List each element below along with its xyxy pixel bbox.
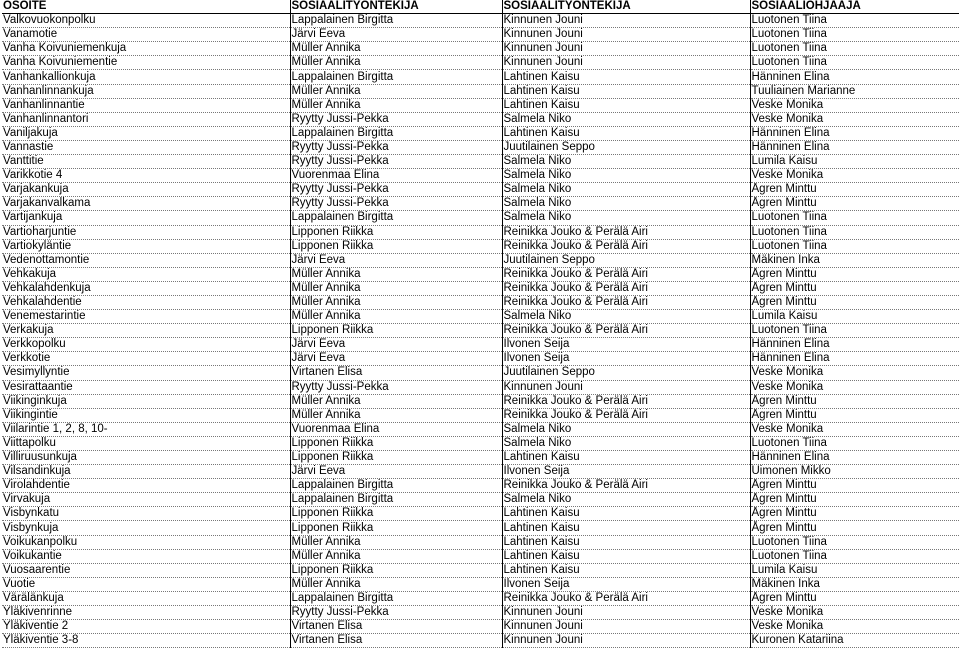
cell-social-worker-2: Kinnunen Jouni xyxy=(502,14,750,28)
cell-social-worker-2: Juutilainen Seppo xyxy=(502,253,750,267)
cell-address: Varikkotie 4 xyxy=(2,169,290,183)
cell-social-worker-1: Müller Annika xyxy=(290,98,502,112)
cell-social-counselor: Luotonen Tiina xyxy=(750,42,959,56)
cell-social-counselor: Veske Monika xyxy=(750,112,959,126)
cell-address: Varjakanvalkama xyxy=(2,197,290,211)
cell-address: Vuotie xyxy=(2,577,290,591)
cell-social-worker-2: Kinnunen Jouni xyxy=(502,380,750,394)
table-row xyxy=(2,295,959,309)
table-row xyxy=(2,563,959,577)
cell-social-worker-1: Müller Annika xyxy=(290,577,502,591)
cell-social-counselor: Veske Monika xyxy=(750,98,959,112)
cell-social-worker-1: Lappalainen Birgitta xyxy=(290,211,502,225)
cell-social-counselor: Lumila Kaisu xyxy=(750,310,959,324)
cell-social-worker-2: Kinnunen Jouni xyxy=(502,634,750,648)
cell-social-worker-1: Lipponen Riikka xyxy=(290,225,502,239)
cell-social-worker-2: Kinnunen Jouni xyxy=(502,56,750,70)
cell-social-worker-2: Salmela Niko xyxy=(502,169,750,183)
header-social-worker-2: SOSIAALITYÖNTEKIJÄ xyxy=(502,0,750,14)
cell-social-worker-2: Ilvonen Seija xyxy=(502,465,750,479)
cell-social-counselor: Ågren Minttu xyxy=(750,281,959,295)
table-row xyxy=(2,253,959,267)
cell-address: Viittapolku xyxy=(2,436,290,450)
table-row xyxy=(2,408,959,422)
cell-social-counselor: Luotonen Tiina xyxy=(750,324,959,338)
table-row xyxy=(2,112,959,126)
cell-address: Vesimyllyntie xyxy=(2,366,290,380)
table-row xyxy=(2,521,959,535)
cell-social-worker-2: Lahtinen Kaisu xyxy=(502,70,750,84)
cell-social-counselor: Hänninen Elina xyxy=(750,338,959,352)
cell-social-worker-2: Kinnunen Jouni xyxy=(502,42,750,56)
cell-social-worker-2: Ilvonen Seija xyxy=(502,352,750,366)
cell-social-counselor: Ågren Minttu xyxy=(750,591,959,605)
cell-social-counselor: Kuronen Katariina xyxy=(750,634,959,648)
table-row xyxy=(2,28,959,42)
cell-social-counselor: Uimonen Mikko xyxy=(750,465,959,479)
cell-address: Visbynkatu xyxy=(2,507,290,521)
cell-social-worker-1: Vuorenmaa Elina xyxy=(290,169,502,183)
table-row xyxy=(2,267,959,281)
cell-social-worker-1: Järvi Eeva xyxy=(290,338,502,352)
cell-social-worker-2: Lahtinen Kaisu xyxy=(502,549,750,563)
cell-address: Vanttitie xyxy=(2,155,290,169)
table-row xyxy=(2,70,959,84)
table-row xyxy=(2,183,959,197)
cell-social-counselor: Luotonen Tiina xyxy=(750,211,959,225)
cell-social-worker-1: Lipponen Riikka xyxy=(290,563,502,577)
table-row xyxy=(2,225,959,239)
header-social-worker-1: SOSIAALITYÖNTEKIJÄ xyxy=(290,0,502,14)
cell-address: Virolahdentie xyxy=(2,479,290,493)
cell-social-worker-1: Ryytty Jussi-Pekka xyxy=(290,112,502,126)
table-row xyxy=(2,380,959,394)
cell-social-worker-1: Ryytty Jussi-Pekka xyxy=(290,606,502,620)
table-row xyxy=(2,422,959,436)
cell-address: Vuosaarentie xyxy=(2,563,290,577)
cell-social-worker-2: Lahtinen Kaisu xyxy=(502,507,750,521)
cell-address: Yläkivenrinne xyxy=(2,606,290,620)
cell-social-counselor: Mäkinen Inka xyxy=(750,577,959,591)
cell-social-counselor: Luotonen Tiina xyxy=(750,436,959,450)
cell-social-worker-2: Lahtinen Kaisu xyxy=(502,84,750,98)
cell-social-counselor: Lumila Kaisu xyxy=(750,563,959,577)
table-row xyxy=(2,465,959,479)
cell-social-worker-1: Müller Annika xyxy=(290,42,502,56)
header-social-counselor: SOSIAALIOHJAAJA xyxy=(750,0,959,14)
cell-social-worker-1: Lappalainen Birgitta xyxy=(290,126,502,140)
cell-social-worker-1: Lipponen Riikka xyxy=(290,507,502,521)
table-row xyxy=(2,620,959,634)
header-row xyxy=(2,0,959,14)
table-row xyxy=(2,310,959,324)
cell-social-counselor: Ågren Minttu xyxy=(750,267,959,281)
header-address: OSOITE xyxy=(2,0,290,14)
table-row xyxy=(2,479,959,493)
table-row xyxy=(2,634,959,648)
cell-address: Vehkalahdenkuja xyxy=(2,281,290,295)
table-row xyxy=(2,507,959,521)
cell-address: Villiruusunkuja xyxy=(2,451,290,465)
cell-social-worker-1: Lappalainen Birgitta xyxy=(290,70,502,84)
table-row xyxy=(2,98,959,112)
table-row xyxy=(2,211,959,225)
table-row xyxy=(2,436,959,450)
cell-social-worker-2: Salmela Niko xyxy=(502,493,750,507)
cell-social-counselor: Hänninen Elina xyxy=(750,140,959,154)
cell-address: Vilsandinkuja xyxy=(2,465,290,479)
table-row xyxy=(2,84,959,98)
cell-social-worker-2: Lahtinen Kaisu xyxy=(502,126,750,140)
cell-social-worker-1: Lappalainen Birgitta xyxy=(290,479,502,493)
cell-social-worker-2: Lahtinen Kaisu xyxy=(502,535,750,549)
cell-social-counselor: Hänninen Elina xyxy=(750,451,959,465)
cell-social-worker-2: Salmela Niko xyxy=(502,183,750,197)
cell-social-worker-1: Müller Annika xyxy=(290,56,502,70)
cell-social-worker-2: Salmela Niko xyxy=(502,436,750,450)
table-row xyxy=(2,155,959,169)
cell-social-worker-2: Salmela Niko xyxy=(502,112,750,126)
cell-social-worker-1: Müller Annika xyxy=(290,394,502,408)
cell-social-counselor: Veske Monika xyxy=(750,620,959,634)
cell-social-worker-2: Ilvonen Seija xyxy=(502,577,750,591)
cell-social-counselor: Veske Monika xyxy=(750,422,959,436)
table-row xyxy=(2,239,959,253)
cell-social-counselor: Luotonen Tiina xyxy=(750,28,959,42)
cell-social-counselor: Ågren Minttu xyxy=(750,197,959,211)
cell-social-worker-2: Salmela Niko xyxy=(502,422,750,436)
cell-social-worker-1: Lappalainen Birgitta xyxy=(290,493,502,507)
cell-social-worker-2: Reinikka Jouko & Perälä Airi xyxy=(502,591,750,605)
cell-address: Voikukanpolku xyxy=(2,535,290,549)
cell-social-worker-1: Virtanen Elisa xyxy=(290,634,502,648)
table-row xyxy=(2,394,959,408)
cell-social-counselor: Luotonen Tiina xyxy=(750,549,959,563)
table-row xyxy=(2,352,959,366)
cell-social-worker-2: Lahtinen Kaisu xyxy=(502,563,750,577)
cell-social-worker-2: Reinikka Jouko & Perälä Airi xyxy=(502,295,750,309)
cell-social-worker-1: Järvi Eeva xyxy=(290,253,502,267)
assignment-table xyxy=(2,0,959,648)
cell-address: Voikukantie xyxy=(2,549,290,563)
cell-social-worker-2: Reinikka Jouko & Perälä Airi xyxy=(502,239,750,253)
cell-address: Vehkalahdentie xyxy=(2,295,290,309)
cell-social-worker-2: Reinikka Jouko & Perälä Airi xyxy=(502,281,750,295)
cell-address: Vanhanlinnantie xyxy=(2,98,290,112)
cell-social-worker-2: Kinnunen Jouni xyxy=(502,28,750,42)
table-row xyxy=(2,324,959,338)
cell-social-counselor: Veske Monika xyxy=(750,366,959,380)
cell-social-worker-1: Müller Annika xyxy=(290,535,502,549)
cell-address: Vanhanlinnankuja xyxy=(2,84,290,98)
cell-address: Verkakuja xyxy=(2,324,290,338)
cell-social-counselor: Hänninen Elina xyxy=(750,70,959,84)
cell-social-worker-1: Müller Annika xyxy=(290,549,502,563)
cell-social-worker-1: Järvi Eeva xyxy=(290,352,502,366)
cell-social-worker-1: Lipponen Riikka xyxy=(290,239,502,253)
cell-address: Virvakuja xyxy=(2,493,290,507)
cell-address: Yläkiventie 3-8 xyxy=(2,634,290,648)
cell-social-worker-2: Salmela Niko xyxy=(502,211,750,225)
cell-social-worker-1: Lipponen Riikka xyxy=(290,324,502,338)
cell-social-worker-1: Lipponen Riikka xyxy=(290,521,502,535)
cell-social-worker-1: Müller Annika xyxy=(290,84,502,98)
cell-social-worker-2: Lahtinen Kaisu xyxy=(502,98,750,112)
cell-address: Vartioharjuntie xyxy=(2,225,290,239)
cell-social-counselor: Veske Monika xyxy=(750,169,959,183)
table-row xyxy=(2,366,959,380)
cell-social-worker-1: Järvi Eeva xyxy=(290,465,502,479)
cell-address: Vaniljakuja xyxy=(2,126,290,140)
cell-address: Verkkopolku xyxy=(2,338,290,352)
cell-social-counselor: Ågren Minttu xyxy=(750,521,959,535)
cell-address: Viikingintie xyxy=(2,408,290,422)
cell-address: Vehkakuja xyxy=(2,267,290,281)
table-row xyxy=(2,14,959,28)
cell-social-worker-2: Lahtinen Kaisu xyxy=(502,451,750,465)
cell-social-worker-2: Lahtinen Kaisu xyxy=(502,521,750,535)
cell-social-counselor: Luotonen Tiina xyxy=(750,225,959,239)
table-row xyxy=(2,535,959,549)
cell-address: Venemestarintie xyxy=(2,310,290,324)
cell-social-worker-2: Reinikka Jouko & Perälä Airi xyxy=(502,408,750,422)
cell-social-worker-1: Virtanen Elisa xyxy=(290,366,502,380)
cell-address: Värälänkuja xyxy=(2,591,290,605)
cell-social-worker-1: Ryytty Jussi-Pekka xyxy=(290,183,502,197)
cell-social-worker-1: Müller Annika xyxy=(290,408,502,422)
cell-address: Verkkotie xyxy=(2,352,290,366)
cell-address: Viikinginkuja xyxy=(2,394,290,408)
cell-social-worker-1: Virtanen Elisa xyxy=(290,620,502,634)
table-row xyxy=(2,281,959,295)
cell-social-counselor: Luotonen Tiina xyxy=(750,56,959,70)
cell-social-worker-2: Salmela Niko xyxy=(502,197,750,211)
cell-social-counselor: Ågren Minttu xyxy=(750,295,959,309)
cell-social-worker-1: Lappalainen Birgitta xyxy=(290,591,502,605)
cell-address: Vanamotie xyxy=(2,28,290,42)
table-row xyxy=(2,549,959,563)
cell-social-counselor: Luotonen Tiina xyxy=(750,14,959,28)
cell-address: Visbynkuja xyxy=(2,521,290,535)
table-row xyxy=(2,197,959,211)
cell-social-worker-2: Salmela Niko xyxy=(502,155,750,169)
table-row xyxy=(2,493,959,507)
cell-social-counselor: Luotonen Tiina xyxy=(750,535,959,549)
cell-address: Yläkiventie 2 xyxy=(2,620,290,634)
cell-social-worker-1: Lipponen Riikka xyxy=(290,436,502,450)
cell-social-worker-2: Reinikka Jouko & Perälä Airi xyxy=(502,324,750,338)
cell-address: Vartijankuja xyxy=(2,211,290,225)
table-row xyxy=(2,338,959,352)
cell-social-counselor: Veske Monika xyxy=(750,380,959,394)
cell-address: Vartiokyläntie xyxy=(2,239,290,253)
cell-address: Vanhanlinnantori xyxy=(2,112,290,126)
cell-social-worker-1: Ryytty Jussi-Pekka xyxy=(290,140,502,154)
cell-social-worker-2: Juutilainen Seppo xyxy=(502,366,750,380)
cell-social-worker-2: Salmela Niko xyxy=(502,310,750,324)
cell-address: Varjakankuja xyxy=(2,183,290,197)
table-row xyxy=(2,140,959,154)
table-row xyxy=(2,577,959,591)
cell-address: Vannastie xyxy=(2,140,290,154)
cell-social-worker-2: Reinikka Jouko & Perälä Airi xyxy=(502,225,750,239)
cell-social-counselor: Ågren Minttu xyxy=(750,183,959,197)
cell-social-counselor: Ågren Minttu xyxy=(750,493,959,507)
cell-social-worker-2: Reinikka Jouko & Perälä Airi xyxy=(502,394,750,408)
cell-social-worker-1: Järvi Eeva xyxy=(290,28,502,42)
cell-social-worker-1: Ryytty Jussi-Pekka xyxy=(290,155,502,169)
cell-social-counselor: Veske Monika xyxy=(750,606,959,620)
table-row xyxy=(2,606,959,620)
cell-social-worker-1: Lipponen Riikka xyxy=(290,451,502,465)
cell-social-counselor: Mäkinen Inka xyxy=(750,253,959,267)
cell-social-counselor: Tuuliainen Marianne xyxy=(750,84,959,98)
cell-address: Vanhankallionkuja xyxy=(2,70,290,84)
cell-social-counselor: Ågren Minttu xyxy=(750,408,959,422)
cell-social-worker-2: Reinikka Jouko & Perälä Airi xyxy=(502,267,750,281)
cell-social-worker-1: Lappalainen Birgitta xyxy=(290,14,502,28)
cell-social-counselor: Ågren Minttu xyxy=(750,394,959,408)
cell-social-worker-2: Ilvonen Seija xyxy=(502,338,750,352)
cell-social-worker-2: Reinikka Jouko & Perälä Airi xyxy=(502,479,750,493)
cell-address: Viilarintie 1, 2, 8, 10- xyxy=(2,422,290,436)
cell-social-counselor: Luotonen Tiina xyxy=(750,239,959,253)
cell-social-worker-1: Müller Annika xyxy=(290,295,502,309)
table-row xyxy=(2,169,959,183)
cell-address: Vanha Koivuniemenkuja xyxy=(2,42,290,56)
cell-social-worker-1: Müller Annika xyxy=(290,310,502,324)
cell-address: Vanha Koivuniementie xyxy=(2,56,290,70)
cell-social-worker-2: Kinnunen Jouni xyxy=(502,606,750,620)
cell-social-worker-1: Müller Annika xyxy=(290,281,502,295)
cell-social-counselor: Hänninen Elina xyxy=(750,352,959,366)
table-body xyxy=(2,14,959,648)
table-row xyxy=(2,591,959,605)
cell-social-counselor: Ågren Minttu xyxy=(750,479,959,493)
cell-social-counselor: Lumila Kaisu xyxy=(750,155,959,169)
table-row xyxy=(2,42,959,56)
cell-social-counselor: Hänninen Elina xyxy=(750,126,959,140)
cell-address: Vedenottamontie xyxy=(2,253,290,267)
cell-address: Valkovuokonpolku xyxy=(2,14,290,28)
table-row xyxy=(2,56,959,70)
cell-social-worker-1: Ryytty Jussi-Pekka xyxy=(290,197,502,211)
table-header xyxy=(2,0,959,14)
cell-social-worker-1: Vuorenmaa Elina xyxy=(290,422,502,436)
cell-social-worker-2: Kinnunen Jouni xyxy=(502,620,750,634)
table-row xyxy=(2,126,959,140)
cell-social-worker-1: Ryytty Jussi-Pekka xyxy=(290,380,502,394)
cell-social-worker-2: Juutilainen Seppo xyxy=(502,140,750,154)
table-row xyxy=(2,451,959,465)
cell-address: Vesirattaantie xyxy=(2,380,290,394)
cell-social-worker-1: Müller Annika xyxy=(290,267,502,281)
cell-social-counselor: Ågren Minttu xyxy=(750,507,959,521)
